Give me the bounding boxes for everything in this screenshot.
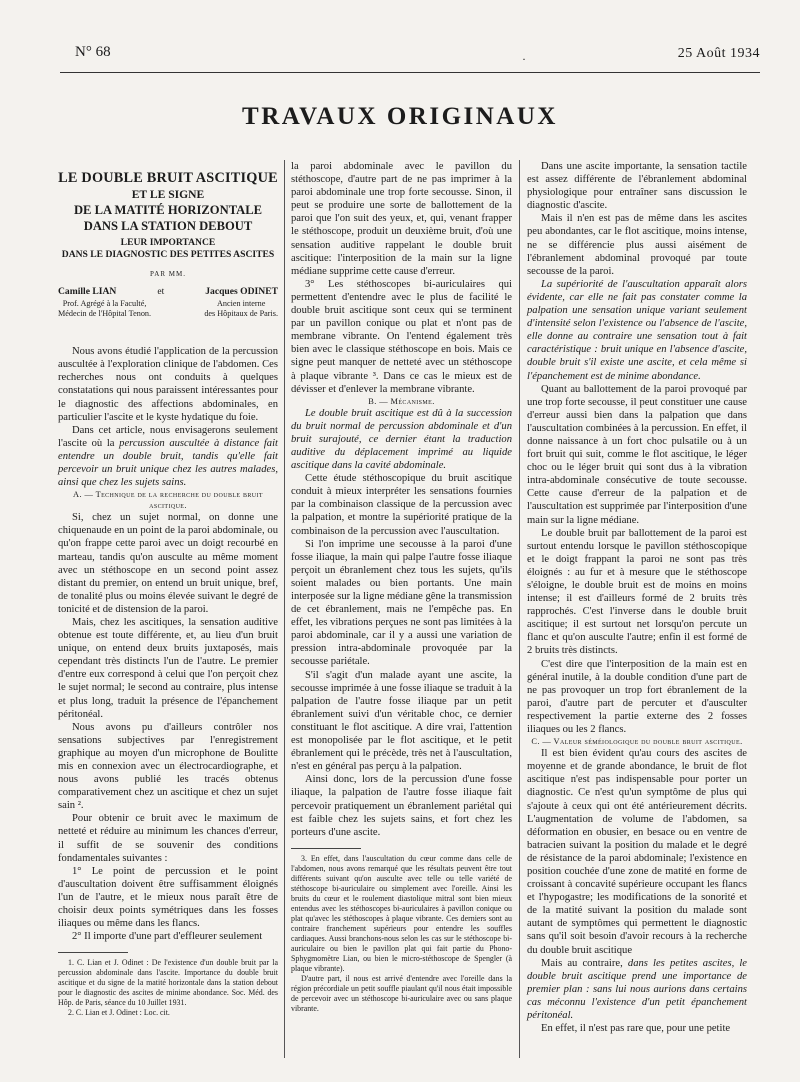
- issue-number: N° 68: [75, 44, 111, 60]
- paragraph: Nous avons étudié l'application de la percussion auscultée à l'exploration clinique de l'abdomen. Ces recherches nous ont conduits à quelques constatations qui nous paraissent intéressantes pour le diagnostic des affections abdominales, en particulier l'ascite et le kyste hydatique du foie.: [58, 346, 278, 423]
- section-heading-a: A. — Technique de la recherche du double bruit ascitique.: [73, 490, 263, 511]
- paragraph: Quant au ballottement de la paroi provoqué par une trop forte secousse, il peut constituer une cause d'erreur aussi bien dans la palpation que dans l'auscultation combinées à la percussion. En effet, il donne naissance à un fort choc pulsatile ou à un fort bruit qui suit, comme le flot ascitique, le léger choc ou le léger bruit qui sont dus à la vibration intra-abdominale consécutive de toute secousse. Cette cause d'erreur de la palpation et de l'auscultation est supprimée par l'interposition d'une main sur la ligne médiane.: [527, 383, 747, 526]
- affiliations: [58, 299, 278, 319]
- affiliation-2: Ancien interne des Hôpitaux de Paris.: [204, 299, 278, 319]
- footnote-3-cont: D'autre part, il nous est arrivé d'entendre avec l'oreille dans la région précordiale un petit souffle piaulant qu'il nous était impossible de percevoir avec un stéthoscope bi-auriculaire avec ou sans plaque vibrante.: [291, 973, 512, 1013]
- footnote-3: 3. En effet, dans l'auscultation du cœur comme dans celle de l'abdomen, nous avons remarqué que les résultats peuvent être tout différents suivant qu'on ausculte avec telle ou telle variété de stéthoscope bi-auriculaire ou simplement avec l'oreille. Ainsi les bruits du cœur et le roulement diastolique mitral sont bien mieux entendus avec les stéthoscopes bi-auriculaires à pavillon conique ou plat qu'avec les stéthoscopes à plaque vibrante. Ces derniers sont au contraire franchement supérieurs pour entendre les souffles cardiaques. Aussi branchons-nous selon les cas sur le stéthoscope bi-auriculaire ou bien le pavillon plat qui fait partie du Phono-Sphygmomètre Lian, ou bien le micro-stéthoscope de Spengler (à plaque vibrante).: [291, 853, 512, 973]
- paragraph: C'est dire que l'interposition de la main est en général inutile, à la double condition d'une part de ne pas provoquer un trop fort ébranlement de la paroi, d'autre part de percuter et d'ausculter respectivement la partie externe des 2 fosses iliaques ou les 2 flancs.: [527, 658, 747, 736]
- section-heading-c: C. — Valeur séméiologique du double bruit ascitique.: [531, 737, 743, 747]
- issue-date: 25 Août 1934: [677, 46, 760, 61]
- column-1: [58, 160, 278, 1018]
- paragraph: Mais, chez les ascitiques, la sensation auditive obtenue est toute différente, et, au lieu d'un bruit unique, on entend deux bruits juxtaposés, mais cependant très distincts l'un de l'autre. Le premier d'entre eux correspond à celui que l'on perçoit chez le sujet normal; le second au contraire, plus intense et plus long, traduit la présence de l'épanchement péritonéal.: [58, 616, 278, 720]
- footnotes: [58, 958, 278, 1018]
- paragraph: Le double bruit par ballottement de la paroi est surtout entendu lorsque le pavillon stéthoscopique et le doigt frappant la paroi ne sont pas très éloignés : au fur et à mesure que le stéthoscope s'éloigne, le double bruit est de moins en moins intense; il est d'ailleurs formé de 2 bruits très rapprochés. C'est l'inverse dans le double bruit ascitique; il est surtout net lorsqu'on percute un flanc et qu'on ausculte l'autre; enfin il est formé de 2 bruits très distincts.: [527, 527, 747, 657]
- article-title-line4: DANS LA STATION DEBOUT: [83, 219, 253, 233]
- paragraph: Ainsi donc, lors de la percussion d'une fosse iliaque, la palpation de l'autre fosse iliaque fait percevoir pratiquement un ébranlement pariétal qui est faible chez les sujets sains, et fort chez les porteurs d'une ascite.: [291, 774, 512, 838]
- paragraph: Dans cet article, nous envisagerons seulement l'ascite où la percussion auscultée à distance fait entendre un double bruit, tandis qu'elle fait percevoir un bruit unique chez les autres malades, ainsi que chez les sujets sains.: [58, 424, 278, 489]
- paragraph: Dans une ascite importante, la sensation tactile est assez différente de l'ébranlement abdominal physiologique pour entraîner sans discussion le diagnostic d'ascite.: [527, 161, 747, 212]
- column-2: [291, 160, 512, 1014]
- column-divider-1: [284, 160, 285, 1058]
- paragraph: S'il s'agit d'un malade ayant une ascite, la secousse imprimée à une fosse iliaque se traduit à la palpation de l'autre fosse iliaque par un petit ébranlement suivi d'un véritable choc, ce dernier constituant le flot ascitique. A dire vrai, l'attention est monopolisée par le flot ascitique, et le petit ébranlement qui le précède, très net à l'auscultation, n'est en général pas perçu à la palpation.: [291, 669, 512, 773]
- authors: [58, 285, 278, 298]
- paragraph: Si l'on imprime une secousse à la paroi d'une fosse iliaque, la main qui palpe l'autre fosse iliaque perçoit un ébranlement chez tous les sujets, qu'ils soient malades ou bien portants. Une main interposée sur la ligne médiane gêne la transmission de cet ébranlement, mais ne l'empêche pas. En effet, les vibrations perçues ne sont pas limitées à la paroi abdominale, car il y a aussi une variation de pression intra-abdominale provoquée par la secousse pariétale.: [291, 538, 512, 668]
- paragraph: 2° Il importe d'une part d'effleurer seulement: [72, 931, 263, 943]
- paragraph: En effet, il n'est pas rare que, pour une petite: [541, 1023, 731, 1035]
- author-and: et: [157, 286, 165, 298]
- paragraph: 1° Le point de percussion et le point d'auscultation doivent être suffisamment éloignés l'un de l'autre, et le mieux nous paraît être de choisir deux points symétriques dans les fosses iliaques ou même dans les flancs.: [58, 865, 278, 930]
- paragraph: 3° Les stéthoscopes bi-auriculaires qui permettent d'entendre avec le plus de facilité le double bruit ascitique sont ceux qui se terminent par un pavillon conique ou plat et n'ont pas de membrane vibrante. On l'entend également très bien avec le classique stéthoscope en bois. Mais ce signe peut manquer de netteté avec un stéthoscope à plaque vibrante ³. Dans ce cas le mieux est de dévisser et d'enlever la membrane vibrante.: [291, 278, 512, 395]
- affiliation-1: Prof. Agrégé à la Faculté, Médecin de l'Hôpital Tenon.: [58, 299, 152, 319]
- paragraph: Pour obtenir ce bruit avec le maximum de netteté et réduire au minimum les chances d'erreur, il suffit de se souvenir des conditions fondamentales suivantes :: [58, 813, 278, 864]
- column-divider-2: [519, 160, 520, 1058]
- byline-par: PAR MM.: [150, 270, 186, 278]
- author-1: Camille LIAN: [58, 286, 117, 298]
- paragraph: La supériorité de l'auscultation apparaît alors évidente, car elle ne fait pas constater comme la palpation une sensation unique variant seulement d'intensité selon l'existence ou l'absence de l'ascite, elle donne au contraire une sensation tout à fait caractéristique : bruit unique en l'absence d'ascite, double bruit s'il existe une ascite, et cela même si l'épanchement est de minime abondance.: [527, 278, 747, 382]
- author-2: Jacques ODINET: [205, 286, 278, 298]
- footnotes: [291, 854, 512, 1014]
- article-subtitle-line1: LEUR IMPORTANCE: [120, 237, 216, 248]
- article-title-line3: DE LA MATITÉ HORIZONTALE: [73, 203, 263, 217]
- paragraph: Si, chez un sujet normal, on donne une chiquenaude en un point de la paroi abdominale, ou qu'on frappe cette paroi avec un doigt recourbé en marteau, tandis qu'on ausculte au même moment avec un stéthoscope en un second point assez distant du premier, on entend un bruit unique, bref, de tonalité plus ou moins élevée suivant le degré de tonicité et de distension de la paroi.: [58, 512, 278, 615]
- paragraph: Le double bruit ascitique est dû à la succession du bruit normal de percussion abdominale et d'un bruit surajouté, ce dernier étant la traduction auditive du déplacement imprimé au liquide ascitique dans la cavité abdominale.: [291, 407, 512, 472]
- article-title-line2: ET LE SIGNE: [131, 188, 205, 201]
- footnote-2: 2. C. Lian et J. Odinet : Loc. cit.: [68, 1008, 170, 1018]
- article-subtitle-line2: DANS LE DIAGNOSTIC DES PETITES ASCITES: [61, 249, 275, 260]
- paragraph: la paroi abdominale avec le pavillon du stéthoscope, d'autre part de ne pas imprimer à la paroi abdominale une trop forte secousse. Sinon, il peut se produire une sorte de ballottement de la paroi que l'on suit des yeux, et, qui, venant frapper le stéthoscope, produit un deuxième bruit, d'où une sensation auditive rappelant le double bruit ascitique: l'interposition de la main sur la ligne médiane supprime cette cause d'erreur.: [291, 161, 512, 277]
- footnote-rule: [58, 952, 128, 953]
- paragraph: Mais il n'en est pas de même dans les ascites peu abondantes, car le flot ascitique, moins intense, ne se différencie plus aussi aisément de l'ébranlement abdominal provoqué par toute secousse de la paroi.: [527, 213, 747, 277]
- section-title: TRAVAUX ORIGINAUX: [242, 103, 558, 130]
- column-3: [527, 160, 747, 1035]
- header-dot: ·: [522, 52, 526, 66]
- paragraph: Nous avons pu d'ailleurs contrôler nos sensations subjectives par l'enregistrement graphique au moyen d'un microphone de Boulitte mis en connexion avec un électrocardiographe, et nous avons publié les tracés obtenus comparativement chez un ascitique et chez un sujet sain ².: [58, 721, 278, 812]
- footnote-1: 1. C. Lian et J. Odinet : De l'existence d'un double bruit par la percussion abdominale dans l'ascite. Importance du double bruit ascitique et du signe de la matité horizontale dans la station debout pour le diagnostic des ascites de minime abondance. Soc. Méd. des Hôp. de Paris, séance du 10 Juillet 1931.: [58, 958, 278, 1008]
- article-title-line1: LE DOUBLE BRUIT ASCITIQUE: [58, 170, 278, 186]
- header-rule: [60, 72, 760, 73]
- paragraph: Mais au contraire, dans les petites ascites, le double bruit ascitique prend une importance de premier plan : sans lui nous aurions dans certains cas méconnu l'existence d'un petit épanchement péritonéal.: [527, 957, 747, 1021]
- section-heading-b: B. — Mécanisme.: [368, 396, 435, 406]
- paragraph: Il est bien évident qu'au cours des ascites de moyenne et de grande abondance, le bruit de flot ascitique n'est pas indispensable pour porter un diagnostic. Ce n'est qu'un symptôme de plus qui s'ajoute à ceux qui ont été antérieurement décrits. L'augmentation de volume de l'abdomen, sa déformation en obusier, en besace ou en ventre de batracien suivant la position du malade et le degré de résistance de la paroi abdominale; l'existence en position couchée d'une zone de matité en forme de croissant à concavité supérieure occupant les flancs et l'hypogastre; les modifications de la sonorité et de la matité suivant la position du malade sont autant de symptômes qui permettent le diagnostic sans qu'il soit besoin d'avoir recours à la recherche du double bruit ascitique: [527, 748, 747, 956]
- paragraph: Cette étude stéthoscopique du bruit ascitique conduit à mieux interpréter les sensations fournies par la combinaison classique de la percussion avec la palpation, et montre la supériorité pratique de la combinaison de la percussion avec l'auscultation.: [291, 473, 512, 537]
- footnote-rule: [291, 848, 361, 849]
